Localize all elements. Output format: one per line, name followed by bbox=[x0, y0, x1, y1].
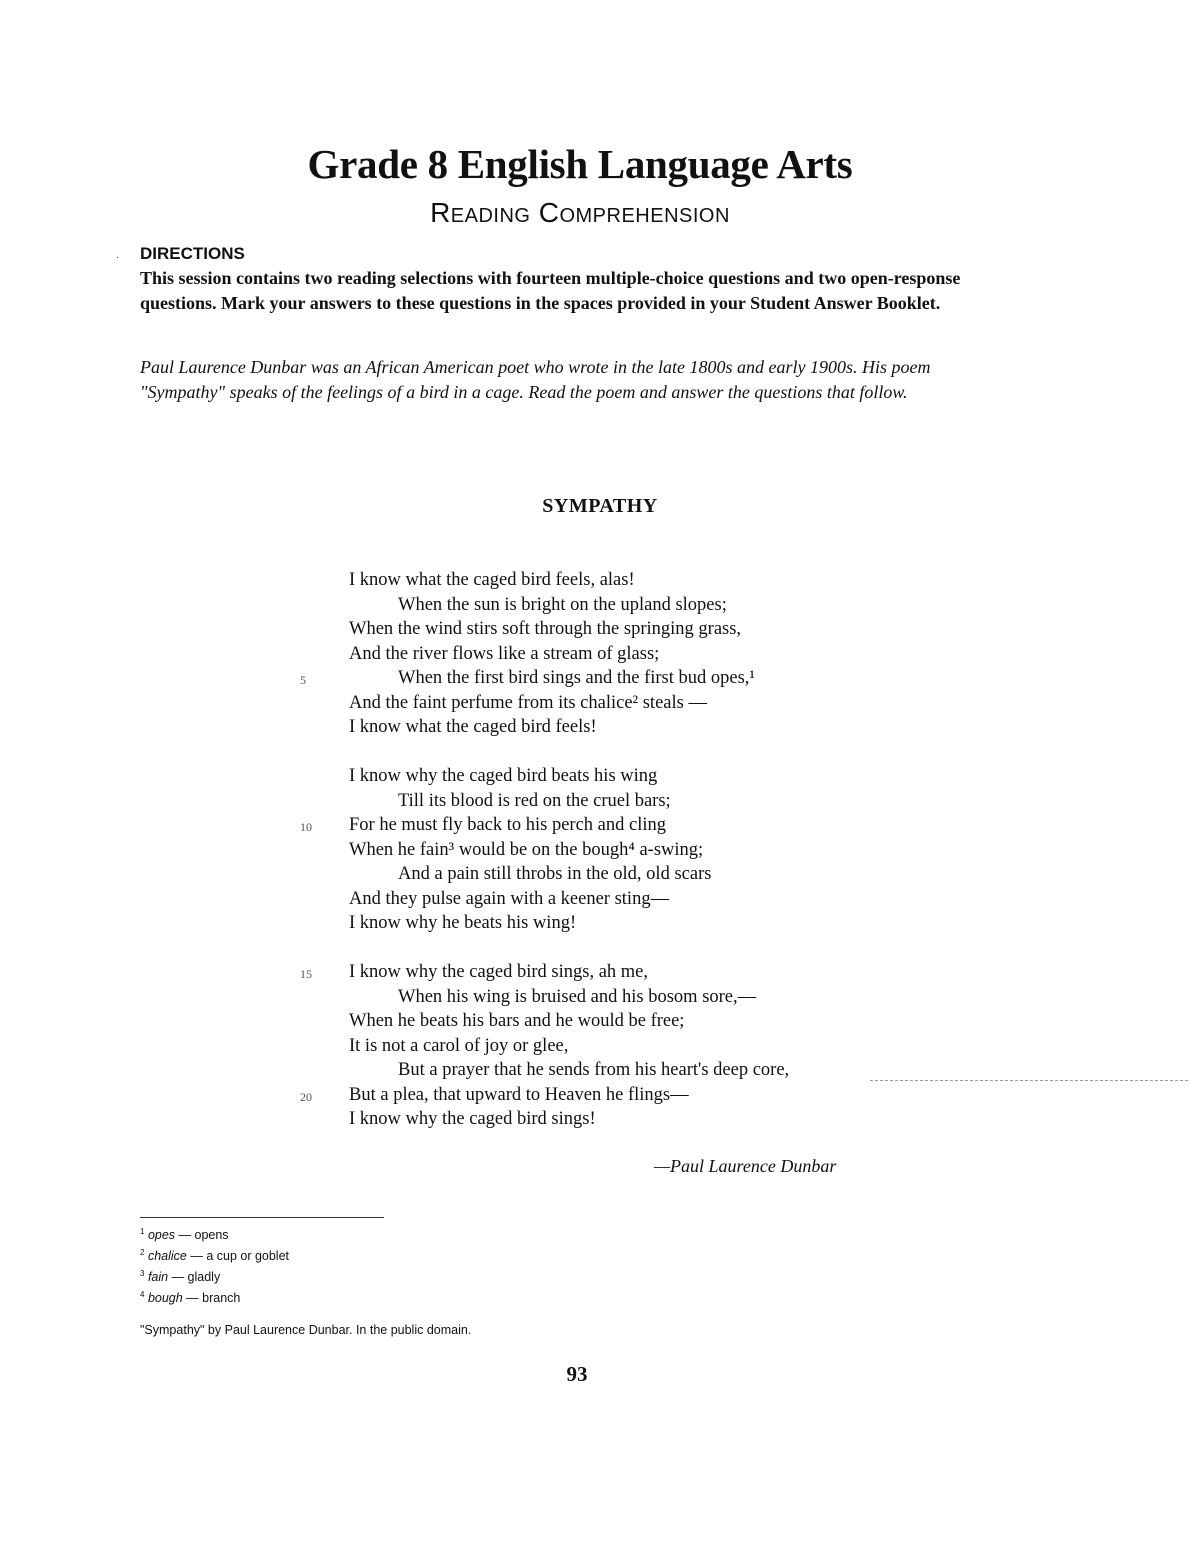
poem-line bbox=[300, 764, 1000, 789]
footnote-term: bough bbox=[147, 1291, 183, 1306]
poem-line bbox=[300, 960, 1000, 985]
poem-line bbox=[300, 789, 1000, 814]
line-number: 10 bbox=[300, 820, 312, 834]
footnote-mark: 1 bbox=[140, 1227, 145, 1236]
footnote-term: opes bbox=[147, 1228, 176, 1243]
line-text: When he beats his bars and he would be free; bbox=[349, 1011, 685, 1031]
footnote-mark: 2 bbox=[140, 1248, 145, 1258]
poem-line bbox=[300, 911, 1000, 936]
poem-line bbox=[300, 813, 1000, 838]
footnote: $^1$ opes — opens bbox=[140, 1227, 229, 1243]
line-text: But a plea, that upward to Heaven he flings— bbox=[349, 1084, 689, 1105]
line-text: When the wind stirs soft through the springing grass, bbox=[349, 619, 742, 639]
page-number: 93 bbox=[566, 1362, 588, 1386]
poem-line bbox=[300, 1009, 1000, 1034]
page-subtitle bbox=[0, 197, 1160, 229]
poem-line bbox=[300, 1058, 1000, 1083]
poem-line bbox=[300, 617, 1000, 642]
line-text: I know why the caged bird beats his wing bbox=[349, 766, 658, 786]
poem-stanza bbox=[300, 960, 1000, 1132]
poem-stanza bbox=[300, 568, 1000, 740]
poem-line bbox=[300, 691, 1000, 716]
poem-attribution: —Paul Laurence Dunbar bbox=[654, 1156, 837, 1176]
poem-line bbox=[300, 985, 1000, 1010]
poem-line bbox=[300, 1083, 1000, 1108]
scan-artifact-line bbox=[870, 1080, 1188, 1081]
line-text: When the sun is bright on the upland slopes; bbox=[398, 594, 727, 615]
line-text: I know why the caged bird sings, ah me, bbox=[349, 962, 649, 982]
line-text: For he must fly back to his perch and cling bbox=[349, 815, 667, 835]
poem-stanza bbox=[300, 764, 1000, 936]
footnote-mark: 4 bbox=[140, 1290, 145, 1300]
footnote-definition: opens bbox=[194, 1228, 229, 1243]
page-title: Grade 8 English Language Arts bbox=[307, 141, 853, 187]
intro-paragraph: Paul Laurence Dunbar was an African American poet who wrote in the late 1800s and early 1900s. His poem "Sympathy" speaks of the feelings of a bird in a cage. Read the poem and answer the questions that follow. bbox=[140, 357, 931, 402]
footnote-divider bbox=[140, 1217, 384, 1218]
footnotes bbox=[140, 1223, 289, 1308]
line-text: And a pain still throbs in the old, old scars bbox=[398, 864, 712, 884]
footnote-term: chalice bbox=[147, 1249, 187, 1264]
directions-heading: DIRECTIONS bbox=[140, 244, 245, 263]
line-text: When he fain³ would be on the bough⁴ a-swing; bbox=[349, 839, 704, 860]
line-text: It is not a carol of joy or glee, bbox=[349, 1035, 569, 1056]
footnote-mark: 3 bbox=[140, 1269, 145, 1279]
line-text: I know what the caged bird feels, alas! bbox=[349, 570, 635, 590]
poem-line bbox=[300, 1107, 1000, 1132]
copyright-credit: "Sympathy" by Paul Laurence Dunbar. In the public domain. bbox=[140, 1323, 472, 1337]
poem-line bbox=[300, 642, 1000, 667]
footnote-term: fain bbox=[147, 1270, 169, 1285]
line-text: But a prayer that he sends from his heart's deep core, bbox=[398, 1060, 790, 1080]
poem-line bbox=[300, 715, 1000, 740]
line-text: I know what the caged bird feels! bbox=[349, 717, 597, 737]
line-text: And the river flows like a stream of glass; bbox=[349, 643, 660, 664]
line-number: 15 bbox=[300, 967, 312, 981]
poem-line bbox=[300, 593, 1000, 618]
line-text: And they pulse again with a keener sting— bbox=[349, 888, 670, 909]
line-text: I know why he beats his wing! bbox=[349, 913, 577, 933]
line-text: When the first bird sings and the first bud opes,¹ bbox=[398, 668, 755, 688]
line-text: And the faint perfume from its chalice² steals — bbox=[349, 692, 707, 713]
poem-line bbox=[300, 666, 1000, 691]
poem-line bbox=[300, 1034, 1000, 1059]
footnote-definition: gladly bbox=[187, 1270, 221, 1285]
page-subtitle-text: Reading Comprehension bbox=[430, 197, 730, 228]
line-text: Till its blood is red on the cruel bars; bbox=[398, 790, 671, 811]
poem-line bbox=[300, 887, 1000, 912]
footnote: $^4$ bough — branch bbox=[140, 1290, 241, 1306]
poem-title: SYMPATHY bbox=[542, 495, 658, 517]
line-number: 20 bbox=[300, 1089, 312, 1104]
poem-line bbox=[300, 862, 1000, 887]
poem-line bbox=[300, 568, 1000, 593]
line-number: 5 bbox=[300, 673, 306, 687]
footnote: $^2$ chalice — a cup or goblet bbox=[140, 1248, 290, 1264]
line-text: I know why the caged bird sings! bbox=[349, 1109, 596, 1129]
footnote-definition: branch bbox=[202, 1291, 241, 1306]
directions-body: This session contains two reading selections with fourteen multiple-choice questions and two open-response questions. Mark your answers to these questions in the spaces provided in your Student Answer Booklet. bbox=[140, 268, 961, 313]
footnote-definition: a cup or goblet bbox=[206, 1249, 290, 1264]
poem-line bbox=[300, 838, 1000, 863]
line-text: When his wing is bruised and his bosom sore,— bbox=[398, 986, 757, 1007]
footnote: $^3$ fain — gladly bbox=[140, 1269, 221, 1285]
margin-mark: · bbox=[116, 252, 120, 263]
